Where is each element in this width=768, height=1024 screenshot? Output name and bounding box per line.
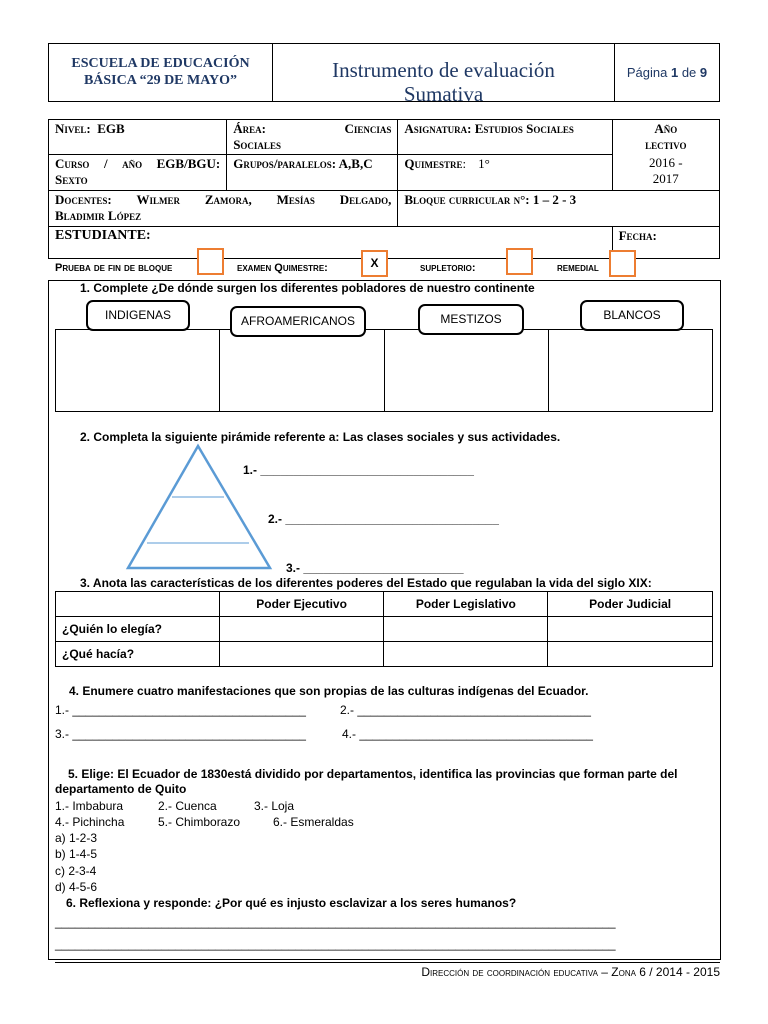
powers-header-judicial: Poder Judicial	[548, 592, 713, 617]
info-table	[48, 119, 720, 259]
school-name-line1: ESCUELA DE EDUCACIÓN	[71, 56, 250, 71]
page-current: 1	[670, 65, 679, 80]
question-4: 4. Enumere cuatro manifestaciones que son propias de las culturas indígenas del Ecuador.	[69, 684, 589, 698]
q4-line-1[interactable]: 1.- ___________________________________	[55, 703, 306, 717]
header-box	[48, 43, 720, 106]
fin-bloque-checkbox[interactable]	[197, 248, 224, 275]
powers-row-label-hacia: ¿Qué hacía?	[56, 642, 220, 667]
powers-cell[interactable]	[548, 617, 713, 642]
bloque-cell: Bloque curricular n°: 1 – 2 - 3	[398, 191, 720, 227]
option-a[interactable]: a) 1-2-3	[55, 831, 98, 845]
fecha-cell[interactable]: Fecha:	[612, 227, 719, 259]
q1-answer-cell-4[interactable]	[549, 330, 712, 411]
exam-type-supletorio: supletorio:	[420, 262, 476, 274]
powers-cell[interactable]	[548, 642, 713, 667]
province-3: 3.- Loja	[254, 799, 295, 813]
province-4: 4.- Pichincha	[55, 815, 125, 829]
school-name-line2: BÁSICA “29 DE MAYO”	[83, 73, 238, 88]
quimestre-checkbox[interactable]: X	[361, 250, 388, 277]
curso-cell: Curso / año EGB/BGU: Sexto	[49, 155, 227, 191]
q1-answer-cell-2[interactable]	[220, 330, 385, 411]
anio-lectivo-cell: Año lectivo 2016 - 2017	[612, 120, 719, 191]
label-afroamericanos: AFROAMERICANOS	[230, 306, 366, 337]
question-6: 6. Reflexiona y responde: ¿Por qué es injusto esclavizar a los seres humanos?	[66, 896, 517, 910]
title-line1: Instrumento de evaluación	[332, 58, 555, 82]
label-indigenas: INDIGENAS	[86, 300, 190, 331]
powers-header-legislativo: Poder Legislativo	[384, 592, 548, 617]
title-line2: Sumativa	[403, 82, 484, 106]
province-6: 6.- Esmeraldas	[273, 815, 354, 829]
q1-answer-grid	[55, 329, 713, 412]
label-blancos: BLANCOS	[580, 300, 684, 331]
powers-cell[interactable]	[384, 642, 548, 667]
powers-header-ejecutivo: Poder Ejecutivo	[219, 592, 384, 617]
page-number	[615, 44, 719, 101]
question-3: 3. Anota las características de los diferentes poderes del Estado que regulaban la vida del siglo XIX:	[80, 576, 652, 590]
supletorio-checkbox[interactable]	[506, 248, 533, 275]
q1-answer-cell-3[interactable]	[385, 330, 549, 411]
q4-line-3[interactable]: 3.- ___________________________________	[55, 727, 306, 741]
remedial-checkbox[interactable]	[609, 250, 636, 277]
q4-line-4[interactable]: 4.- ___________________________________	[342, 727, 593, 741]
document-title	[273, 44, 615, 106]
exam-type-quimestre: examen Quimestre:	[237, 262, 328, 274]
powers-cell[interactable]	[219, 617, 384, 642]
pyramid-line-3[interactable]: 3.- ________________________	[286, 561, 464, 575]
pyramid-line-1[interactable]: 1.- ________________________________	[243, 463, 474, 477]
quimestre-value-cell: 1°	[472, 155, 612, 191]
powers-row-label-eligia: ¿Quién lo elegía?	[56, 617, 220, 642]
docentes-cell: Docentes: Wilmer Zamora, Mesías Delgado, Bladimir López	[49, 191, 398, 227]
quimestre-label-cell: Quimestre:	[398, 155, 472, 191]
province-1: 1.- Imbabura	[55, 799, 124, 813]
option-b[interactable]: b) 1-4-5	[55, 847, 98, 861]
question-1: 1. Complete ¿De dónde surgen los diferentes pobladores de nuestro continente	[80, 281, 535, 295]
question-5-line2: departamento de Quito	[55, 782, 187, 796]
label-mestizos: MESTIZOS	[418, 304, 524, 335]
pyramid-line-2[interactable]: 2.- ________________________________	[268, 512, 499, 526]
province-2: 2.- Cuenca	[158, 799, 217, 813]
option-c[interactable]: c) 2-3-4	[55, 864, 97, 878]
nivel-cell: Nivel: EGB	[49, 120, 227, 155]
q6-answer-line-1[interactable]: ____________________________________________________________________________________	[55, 915, 616, 929]
asignatura-cell: Asignatura: Estudios Sociales	[398, 120, 612, 155]
school-name	[49, 44, 273, 101]
q4-line-2[interactable]: 2.- ___________________________________	[340, 703, 591, 717]
footer-text: Dirección de coordinación educativa – Zona 6 / 2014 - 2015	[421, 965, 720, 979]
question-2: 2. Completa la siguiente pirámide referente a: Las clases sociales y sus actividades.	[80, 430, 561, 444]
q1-answer-cell-1[interactable]	[56, 330, 220, 411]
powers-header-blank	[56, 592, 220, 617]
q6-answer-line-2[interactable]: ____________________________________________________________________________________	[55, 937, 616, 951]
page-label: Página	[626, 65, 668, 80]
footer	[55, 962, 720, 979]
powers-cell[interactable]	[219, 642, 384, 667]
exam-type-fin-bloque: Prueba de fin de bloque	[55, 262, 173, 274]
page-of: de	[681, 65, 697, 80]
powers-cell[interactable]	[384, 617, 548, 642]
social-pyramid	[120, 440, 280, 572]
exam-type-remedial: remedial	[557, 262, 599, 274]
question-5: 5. Elige: El Ecuador de 1830está dividido por departamentos, identifica las provincias que forman parte del	[68, 767, 678, 781]
page-total: 9	[699, 65, 708, 80]
province-5: 5.- Chimborazo	[158, 815, 241, 829]
grupos-cell: Grupos/paralelos: A,B,C	[227, 155, 398, 191]
powers-table	[55, 591, 713, 667]
option-d[interactable]: d) 4-5-6	[55, 880, 98, 894]
estudiante-cell[interactable]: ESTUDIANTE:	[49, 227, 613, 259]
area-cell: Área: Ciencias Sociales	[227, 120, 398, 155]
